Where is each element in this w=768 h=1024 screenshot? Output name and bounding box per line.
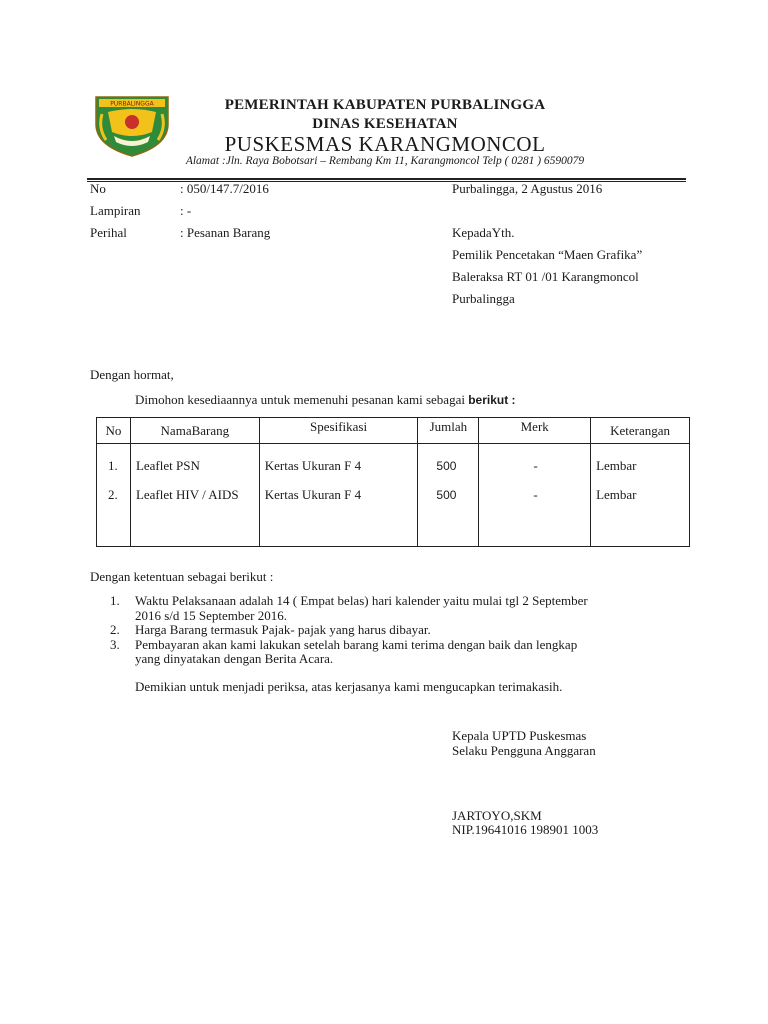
regency-crest-logo [92, 94, 172, 158]
letterhead-government: PEMERINTAH KABUPATEN PURBALINGGA [224, 97, 546, 113]
col-header-nama-barang: NamaBarang [130, 418, 259, 444]
salutation: Dengan hormat, [90, 367, 174, 382]
row2-merk: - [533, 487, 538, 502]
col-header-merk: Merk [479, 418, 591, 444]
term-1-line1: Waktu Pelaksanaan adalah 14 ( Empat belas) hari kalender yaitu mulai tgl 2 September [135, 593, 588, 608]
meta-lampiran-value: : - [180, 203, 192, 218]
term-1-number: 1. [110, 593, 120, 608]
col-header-spesifikasi: Spesifikasi [259, 418, 418, 444]
col-header-jumlah: Jumlah [418, 418, 479, 444]
meta-perihal-value: : Pesanan Barang [180, 225, 271, 240]
term-item [90, 638, 690, 667]
row1-jumlah: 500 [436, 459, 457, 473]
row1-merk: - [533, 458, 538, 473]
closing-text: Demikian untuk menjadi periksa, atas kerjasanya kami mengucapkan terimakasih. [135, 679, 563, 694]
recipient-line4: Purbalingga [452, 291, 515, 306]
terms-intro: Dengan ketentuan sebagai berikut : [90, 569, 274, 584]
intro-bold: berikut : [468, 393, 516, 407]
term-1-line2: 2016 s/d 15 September 2016. [135, 607, 288, 623]
term-2-line1: Harga Barang termasuk Pajak- pajak yang harus dibayar. [135, 622, 431, 637]
signatory-name: JARTOYO,SKM [452, 808, 542, 823]
row2-jumlah: 500 [436, 488, 457, 502]
term-item [90, 594, 690, 623]
row2-spesifikasi: Kertas Ukuran F 4 [264, 487, 362, 502]
recipient-line3: Baleraksa RT 01 /01 Karangmoncol [452, 269, 639, 284]
row1-spesifikasi: Kertas Ukuran F 4 [264, 458, 362, 473]
recipient-line1: KepadaYth. [452, 225, 515, 240]
terms-list [90, 594, 690, 667]
meta-no-value: : 050/147.7/2016 [180, 181, 269, 196]
letterhead-address: Alamat :Jln. Raya Bobotsari – Rembang Km 11, Karangmoncol Telp ( 0281 ) 6590079 [185, 155, 585, 167]
letterhead-divider-thick [87, 178, 686, 180]
intro-main: Dimohon kesediaannya untuk memenuhi pesanan kami sebagai [135, 392, 465, 407]
col-header-keterangan: Keterangan [591, 418, 690, 444]
signatory-nip: NIP.19641016 198901 1003 [452, 822, 599, 837]
row1-nama-barang: Leaflet PSN [135, 458, 200, 473]
term-3-line2: yang dinyatakan dengan Berita Acara. [135, 651, 334, 666]
term-2-number: 2. [110, 622, 120, 637]
row2-no: 2. [108, 487, 118, 502]
meta-no-label: No [90, 181, 106, 196]
table-header-row [97, 418, 690, 444]
purbalingga-regency-crest-icon [92, 94, 172, 158]
row1-keterangan: Lembar [596, 458, 637, 473]
order-table [96, 417, 690, 547]
term-item [90, 623, 690, 638]
row2-nama-barang: Leaflet HIV / AIDS [135, 487, 239, 502]
meta-lampiran-label: Lampiran [90, 203, 141, 218]
row1-no: 1. [108, 458, 118, 473]
letterhead-department: DINAS KESEHATAN [312, 116, 458, 132]
crest-logo-text: PURBALINGGA [110, 100, 154, 108]
col-header-no: No [97, 418, 131, 444]
signatory-title2: Selaku Pengguna Anggaran [452, 743, 596, 758]
table-body-row [97, 444, 690, 547]
recipient-line2: Pemilik Pencetakan “Maen Grafika” [452, 247, 643, 262]
intro-text [135, 392, 516, 408]
signatory-title1: Kepala UPTD Puskesmas [452, 728, 587, 743]
row2-keterangan: Lembar [596, 487, 637, 502]
meta-perihal-label: Perihal [90, 225, 127, 240]
place-date: Purbalingga, 2 Agustus 2016 [452, 181, 603, 196]
term-3-number: 3. [110, 636, 120, 652]
letterhead-institution: PUSKESMAS KARANGMONCOL [224, 132, 546, 156]
term-3-line1: Pembayaran akan kami lakukan setelah barang kami terima dengan baik dan lengkap [135, 636, 578, 652]
